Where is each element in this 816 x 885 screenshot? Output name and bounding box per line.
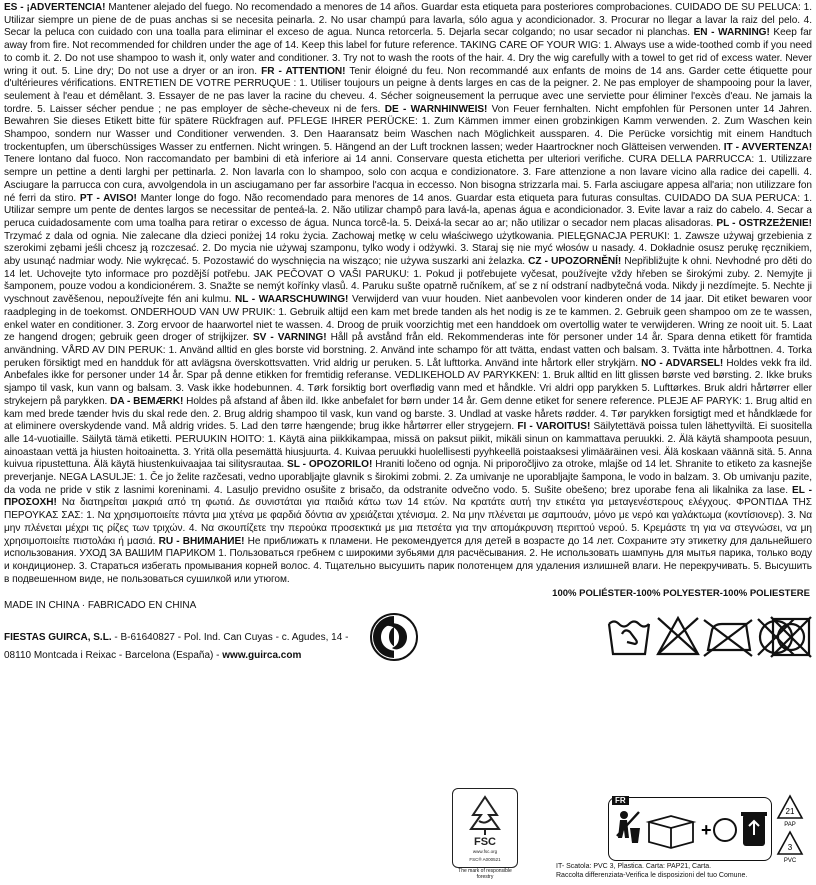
company-name: FIESTAS GUIRCA, S.L. [4,632,112,643]
warning-code: RU - ВНИМАНИЕ! [158,535,245,547]
pvc-number: 3 [787,843,793,852]
warning-text: Hraniti ločeno od ognja. Ni priporočljivo za otroke, mlajše od 14 let. Shranite to etiketo za kasnejše preverjanje. NEGA LASULJE: 1. Če jo želite razčesati, vedno uporabljajte glavnik s širokimi zobmi. 2. Za umivanje ne uporabljajte šampona, le vodo in balzam. 3. Ob umivanju pazite, da voda ne pride v stik z lasnimi koreninami. 4. Lasuljo previdno osušite z brisačo, da odstranite odvečno vodo. 5. Sušite obešeno; brez uporabe fena ali likalnika za lase. [4,459,812,496]
warning-code: DA - BEMÆRK! [110,395,184,407]
hand-wash-icon [609,622,649,655]
warning-text: Tenere lontano dal fuoco. Non raccomandato per bambini di età inferiore ai 14 anni. Conservare questa etichetta per ulteriori verifiche. CURA DELLA PARRUCCA: 1. Utilizzare sempre un pettine a denti larghi per pettinarla. 2. Non lavarla con lo shampoo, solo con acqua e condizionatore. 3. Fare attenzione a non lavare vicino alla radice dei capelli. 4. Asciugare la parrucca con cura, avvolgendola in un asciugamano per far assorbire l'acqua in eccesso. Non bisogna strizzarla mai. 5. Farla asciugare appesa all'aria; non utilizzare fon né ferri da stiro. [4,154,812,204]
warning-code: SV - VARNING! [252,332,327,344]
warning-code: EN - WARNING! [693,27,770,39]
pap-recycle-triangle-icon [776,794,804,828]
warning-text: Не приближать к пламени. Не рекомендуется для детей в возрасте до 14 лет. Сохраните эту этикетку для дальнейшего использования. УХОД ЗА ВАШИМ ПАРИКОМ 1. Пользоваться гребнем с широкими зубьями для расчёсывания. 2. Не использовать шампунь для мытья парика, только воду и кондиционер. 3. Стараться избегать промывания корней волос. 4. Тщательно высушить парик полотенцем для удаления излишней влаги. Не перекручивать. 5. Высушить в подвешенном виде, не пользоваться сушилкой или утюгом. [4,535,812,585]
recycling-instructions [556,862,747,880]
warning-code: DE - WARNHINWEIS! [384,103,488,115]
fsc-code: FSC® A000521 [469,857,501,862]
warning-code: ES - ¡ADVERTENCIA! [4,2,106,13]
warning-text: Håll på avstånd från eld. Rekommenderas inte för personer under 14 år. Spara denna etikett för framtida användning. VÅRD AV DIN PERUK: 1. Använd alltid en gles borste vid borstning. 2. Använd inte schampo för att tvätta, endast vatten och balsam. 3. Tvätta inte hårbottnen. 4. Torka peruken försiktigt med en handduk för att avlägsna överskottsvatten. Vrid aldrig ur peruken. 5. Låt lufttorka. Använd inte hårtork eller strykjärn. [4,332,812,369]
warning-text: Keep far away from fire. Not recommended for children under the age of 14. Keep this label for future reference. TAKING CARE OF YOUR WIG: 1. Always use a wide-toothed comb if you need to comb it. 2. Do not use shampoo to wash it, only water and conditioner. 3. Try not to wash the roots of the hair. 4. Dry the wig carefully with a towel to get rid of excess water. Never wring it out. 5. Line dry; Do not use a dryer or an iron. [4,27,812,77]
warning-text: Holdes på afstand af åben ild. Ikke anbefalet for børn under 14 år. Gem denne etiket for senere reference. PLEJE AF PARYK: 1. Brug altid en kam med brede tænder hvis du skal rede den. 2. Brug aldrig shampoo til vask, kun vand og barste. 3. Undlad at vaske hårets rødder. 4. Tør parykken forsigtigt med et håndklæde for at eliminere overskydende vand. Må aldrig vrides. 5. Lad den tørre hængende; brug ikke hårtørrer eller strygejern. [4,395,812,433]
warning-text: Holdes vekk fra ild. Anbefales ikke for personer under 14 år. Spar på denne etikken for fremtidig referanse. VEDLIKEHOLD AV PARYKKEN: 1. Bruk alltid en litt glissen børste ved børsting. 2. Ikke bruks sjampo til vask, kun vann og balsam. 3. Vask ikke hodebunnen. 4. Tørk forsiktig bort overflødig vann med et håndkle. Vri aldri opp parykken 5. Lufttørkes. Bruk aldri hårtørrer eller strykejern på parykken. [4,357,813,407]
warning-text-block [4,2,812,586]
fsc-tree-icon [453,789,517,867]
warning-text: Mantener alejado del fuego. No recomendado a menores de 14 años. Guardar esta etiqueta para posteriores comprobaciones. CUIDADO DE SU PELUCA: 1. Utilizar siempre un pienе de de puas anchas si se necesita peinarla. 2. No usar champú para lavarla, sólo agua y acondicionador. 3. Procurar no llegar a lavar la raiz del pelo. 4. Secar la peluca con cuidado con una toalla para eliminar el exceso de agua. Nunca retorcerla. 5. Dejarla secar colgando; no usar secador ni planchas. [4,2,812,39]
warning-code: SL - OPOZORILO! [287,459,373,471]
recycle-bin-icon [741,812,767,846]
recycling-panel [608,797,772,861]
made-in-label: MADE IN CHINA · FABRICADO EN CHINA [4,600,197,611]
plus-sign: + [701,820,712,840]
warning-code: NO - ADVARSEL! [641,357,724,369]
warning-code: FI - VAROITUS! [517,421,591,433]
warning-text: Säilytettävä poissa tulen lähettyviltä. Ei suositella alle 14-vuotiaille. Säilytä tämä etiketti. PERUUKIN HOITO: 1. Käytä aina piikkikampaa, missä on paksut piikit, mikäli sinun on kammattava peruukki. 2. Älä käytä shampoota pesuun, ainoastaan vettä ja hiusten hoitoainetta. 3. Yritä olla pesemättä hiusjuurta. 4. Kuivaa peruukki huolellisesti pyyhkeellä poistaaksesi ylimääräinen vesi. Älä koskaan väännä sitä. 5. Anna kuivua ripustettuna. Älä käytä hiustenkuivaajaa tai silitysrautaa. [4,421,813,471]
no-tumble-dry-icon [770,612,812,660]
recycling-line1: IT- Scatola: PVC 3, Plastica. Carta: PAP21, Carta. [556,863,712,870]
green-dot-icon [369,612,419,662]
box-icon [649,816,693,848]
warning-code: FR - ATTENTION! [261,65,346,77]
pvc-recycle-triangle-icon [776,830,804,864]
recycling-diagram [609,798,771,860]
fr-badge: FR [612,796,629,805]
warning-text: Nepřibližujte k ohni. Nevhodné pro děti do 14 let. Uchovejte tyto informace pro pozdější potřebu. JAK PEČOVAT O VAŠI PARUKU: 1. Pokud ji potřebujete vyčesat, používejte vždy hřeben se širokými zuby. 2. Nemyjte ji šamponem, pouze vodou a kondicionérem. 3. Snažte se nemýt kořínky vlasů. 4. Paruku sušte opatrně ručníkem, ať se z ní odstraní nadbytečná voda. Nikdy ji nezdímejte. 5. Nechte ji vyschnout zavěšenou, nepoužívejte fén ani kulmu. [4,256,812,306]
fsc-logo-text: FSC [474,836,496,848]
company-address-line1: - B-61640827 - Pol. Ind. Can Cuyas - c. Agudes, 14 - [111,632,349,643]
company-address-line2: 08110 Montcada i Reixac - Barcelona (España) - [4,650,223,661]
warning-text: Tenir éloigné du feu. Non recommandé aux enfants de moins de 14 ans. Garder cette étiquette pour d'ultérieures vérifications. ENTRETIEN DE VOTRE PERRUQUE : 1. Utiliser toujours un peigne à dents larges en cas de la peigner. 2. Ne pas employer de shampooing pour la laver, seulement à l'eau et démêlant. 3. Essayer de ne pas laver la racine du cheveu. 4. Sécher soigneusement la perruque avec une serviette pour éliminer l'excès d'eau. Ne jamais la tordre. 5. Laisser sécher pendue ; ne pas employer de sèche-cheveux ni de fers. [4,65,812,115]
fsc-logo [452,788,518,868]
fsc-url: www.fsc.org [472,849,498,854]
warning-text: Trzymać z dala od ognia. Nie zalecane dla dzieci poniżej 14 roku życia. Zachowaj metkę w celu właściwego użytkowania. PIELĘGNACJA PERUKI: 1. Zawsze używaj grzebienia z szerokimi zębami jeśli chcesz ją rozczesać. 2. Do mycia nie używaj szamponu, tylko wody i odżywki. 3. Staraj się nie myć włosów u nasady. 4. Dokładnie osusz perukę ręcznikiem, aby usunąć nadmiar wody. Nie wykręcać. 5. Pozostawić do wyschnięcia na wisząco; nie używa suszarki ani żelazka. [4,230,812,268]
warning-text: Verwijderd van vuur houden. Niet aanbevolen voor kinderen onder de 14 jaar. Dit etiket bewaren voor raadpleging in de toekomst. ONDERHOUD VAN UW PRUIK: 1. Gebruik altijd een kam met brede tanden als het nodig is ze te kammen. 2. Gebruik geen shampoo om ze te wassen, enkel water en conditioner. 3. Zorg ervoor de haarwortel niet te wassen. 4. Droog de pruik voorzichtig met een handdoek om overtollig water te verwijderen. Wring ze nooit uit. 5. Laat ze hangend drogen; gebruik geen droger of strijkijzer. [4,294,813,344]
warning-code: PL - OSTRZEŻENIE! [716,217,812,229]
no-iron-icon [704,620,752,656]
circle-icon [714,819,736,841]
warning-code: NL - WAARSCHUWING! [235,294,349,306]
pvc-label: PVC [783,858,797,864]
warning-text: Von Feuer fernhalten. Nicht empfohlen für Personen unter 14 Jahren. Bewahren Sie dieses Etikett bitte für spätere Rückfragen auf. PFLEGE IHRER PERÜCKE: 1. Zum Kämmen immer einen grobzinkigen Kamm verwenden. 2. Zum Waschen kein Shampoo, sondern nur Wasser und Conditioner verwenden. 3. Den Haaransatz beim Waschen nach Möglichkeit aussparen. 4. Die Perücke vorsichtig mit einem Handtuch trockentupfen, um überschüssiges Wasser zu entfernen. Nicht wringen. 5. Hängend an der Luft trocknen lassen; weder Haartrockner noch Glätteisen verwenden. [4,103,812,153]
warning-code: CZ - UPOZORNĚNÍ! [528,256,622,268]
pap-label: PAP [784,822,796,828]
company-website: www.guirca.com [222,650,302,661]
no-bleach-icon [658,618,698,654]
warning-text: Manter longe do fogo. Não recomendado para menores de 14 anos. Guardar esta etiqueta para futuras consultas. CUIDADO DA SUA PERUCA: 1. Utilizar sempre um pente de dentes largos se necessitar de penteá-la. 2. Não utilizar champô para lavá-la, apenas água e acondicionador. 3. Evite lavar a raiz do cabelo. 4. Secar a peruca cuidadosamente com uma toalha para retirar o excesso de água. Nunca torcê-la. 5. Deixá-la secar ao ar; não utilizar o secador nem placas alisadoras. [4,192,813,229]
pap-number: 21 [785,807,795,816]
fsc-caption: The mark of responsible forestry [458,868,512,880]
recycling-line2: Raccolta differenziata-Verifica le disposizioni del tuo Comune. [556,872,748,879]
fiber-content-label: 100% POLIÉSTER-100% POLYESTER-100% POLIESTERE [552,588,810,599]
company-info [4,629,348,665]
warning-code: EL - ΠΡΟΣΟΧΗ! [4,484,812,509]
warning-text: Να διατηρείται μακριά από τη φωτιά. Δε συνιστάται για παιδιά κάτω των 14 ετών. Να κρατάτε αυτή την ετικέτα για μεταγενέστερους ελέγχους. ΦΡΟΝΤΙΔΑ ΤΗΣ ΠΕΡΟΥΚΑΣ ΣΑΣ: 1. Να χρησιμοποιείτε πάντα μια χτένα με φαρδιά δόντια αν χρειάζεται χτένισμα. 2. Να μην πλένεται με σαμπουάν, μόνο με νερό και γαλάκτωμα (κοντίσιονερ). 3. Να μην πλένεται μέχρι τις ρίζες των τριχών. 4. Να σκουπίζετε την περούκα προσεκτικά με μια πετσέτα για την απομάκρυνση περιττού νερού. 5. Κρεμάστε τη για να στεγνώσει, να μη χρησιμοποιείτε πιστολάκι ή μασιά. [4,497,812,547]
warning-code: IT - AVVERTENZA! [723,141,813,153]
warning-code: PT - AVISO! [79,192,137,204]
